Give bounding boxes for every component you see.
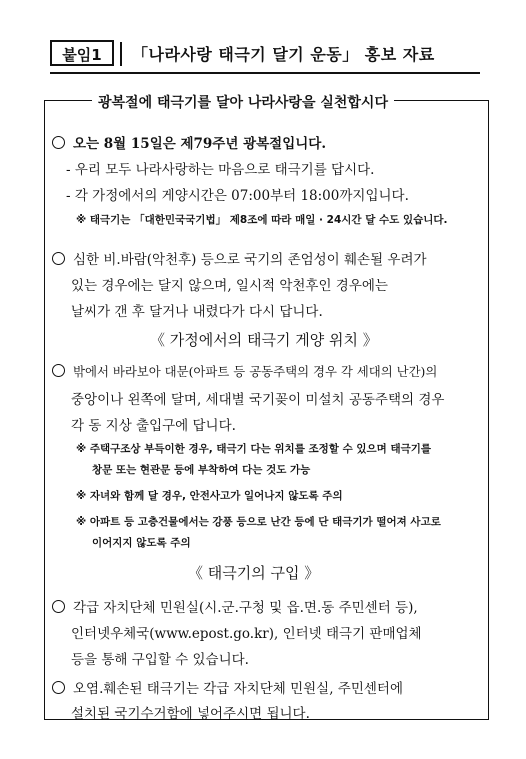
note-structure-a: ※ 주택구조상 부득이한 경우, 태극기 다는 위치를 조정할 수 있으며 태극기를: [76, 443, 432, 455]
note-highrise-b: 이어지지 않도록 주의: [92, 537, 191, 549]
bullet-weather-line1: 심한 비.바람(악천후) 등으로 국기의 존엄성이 훼손될 우려가: [73, 252, 427, 268]
circle-bullet-icon: [52, 252, 65, 265]
bullet-purchase-line2: 인터넷우체국(www.epost.go.kr), 인터넷 태극기 판매업체: [71, 626, 422, 642]
header-separator: [120, 42, 122, 66]
bullet-location-line1: 밖에서 바라보아 대문(아파트 등 공동주택의 경우 각 세대의 난간)의: [73, 364, 438, 379]
bullet-location-line3: 각 동 지상 출입구에 답니다.: [71, 418, 236, 434]
note-structure-b: 창문 또는 현관문 등에 부착하여 다는 것도 가능: [92, 464, 311, 476]
flag-law-note: ※ 태극기는 「대한민국국기법」 제8조에 따라 매일 · 24시간 달 수도 있습니다.: [76, 214, 448, 226]
bullet-disposal: [52, 677, 403, 697]
bullet-disposal-line1: 오염.훼손된 태극기는 각급 자치단체 민원실, 주민센터에: [73, 681, 403, 697]
bullet-location: [52, 362, 437, 380]
bullet-anniversary-sub1: - 우리 모두 나라사랑하는 마음으로 태극기를 답시다.: [66, 162, 375, 178]
section-heading-purchase: 《 태극기의 구입 》: [188, 564, 320, 582]
note-highrise-a: ※ 아파트 등 고층건물에서는 강풍 등으로 난간 등에 단 태극기가 떨어져 사고로: [76, 516, 441, 528]
box-heading: 광복절에 태극기를 달아 나라사랑을 실천합시다: [92, 92, 394, 112]
bullet-weather-line3: 날씨가 갠 후 달거나 내렸다가 다시 답니다.: [71, 304, 323, 320]
bullet-purchase-line3: 등을 통해 구입할 수 있습니다.: [71, 652, 249, 668]
circle-bullet-icon: [52, 681, 65, 694]
bullet-anniversary-text: 오는 8월 15일은 제79주년 광복절입니다.: [73, 136, 327, 152]
bullet-weather: [52, 248, 427, 268]
circle-bullet-icon: [52, 136, 65, 149]
bullet-weather-line2: 있는 경우에는 달지 않으며, 일시적 악천후인 경우에는: [71, 278, 388, 294]
bullet-purchase-line1: 각급 자치단체 민원실(시.군.구청 및 읍.면.동 주민센터 등),: [73, 600, 418, 616]
circle-bullet-icon: [52, 600, 65, 613]
bullet-location-line2: 중앙이나 왼쪽에 달며, 세대별 국기꽂이 미설치 공동주택의 경우: [71, 392, 445, 408]
bullet-purchase: [52, 596, 418, 616]
circle-bullet-icon: [52, 364, 65, 377]
section-heading-location: 《 가정에서의 태극기 게양 위치 》: [150, 331, 378, 349]
bullet-disposal-line2: 설치된 국기수거함에 넣어주시면 됩니다.: [71, 706, 310, 722]
attachment-badge: 붙임1: [50, 40, 114, 66]
document-title: 「나라사랑 태극기 달기 운동」 홍보 자료: [132, 45, 435, 64]
bullet-anniversary: [52, 132, 326, 152]
title-underline: [50, 72, 480, 74]
bullet-anniversary-sub2: - 각 가정에서의 게양시간은 07:00부터 18:00까지입니다.: [66, 188, 409, 204]
note-children-safety: ※ 자녀와 함께 달 경우, 안전사고가 일어나지 않도록 주의: [76, 490, 343, 502]
